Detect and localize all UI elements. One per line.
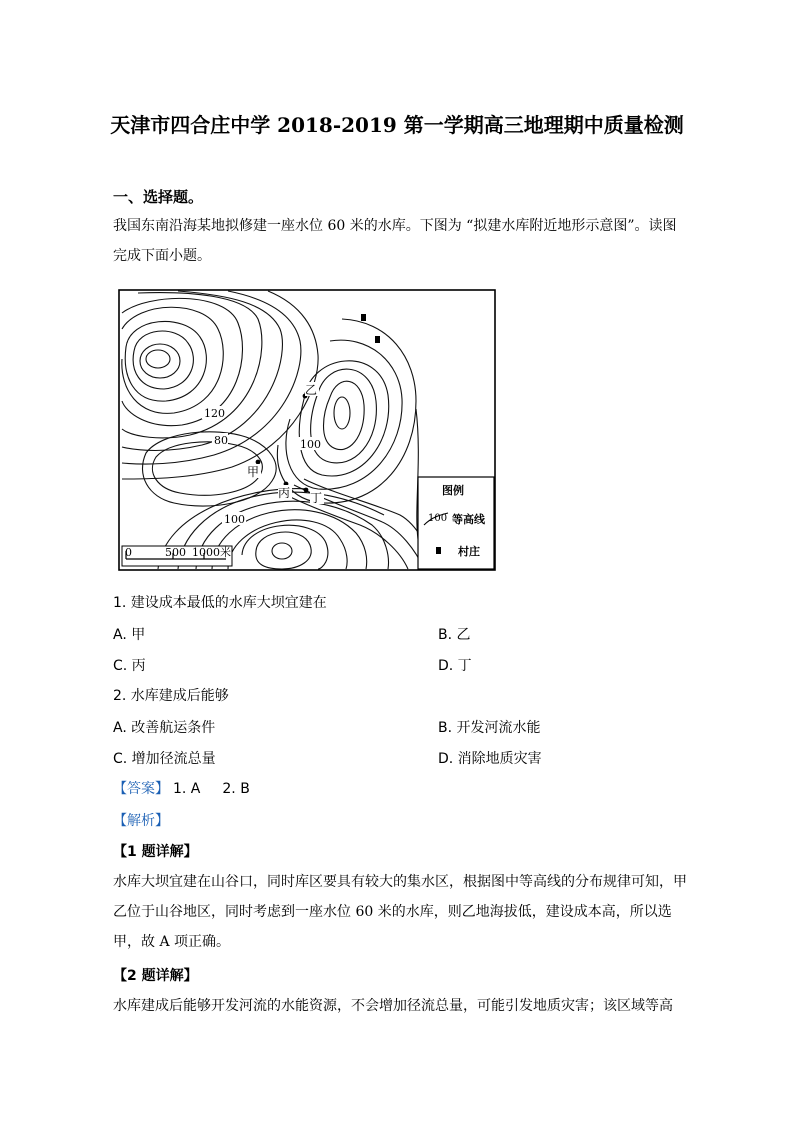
point-bing-label: 丙: [278, 486, 291, 500]
point-ding-marker: [304, 488, 309, 493]
analysis-label: 【解析】: [113, 813, 169, 829]
map-legend: [418, 477, 494, 569]
scale-label-1000: 1000米: [192, 546, 231, 559]
question-2-stem: 2. 水库建成后能够: [113, 688, 229, 704]
q1-heading: 【1 题详解】: [113, 844, 198, 860]
question-2-option-d: D. 消除地质灾害: [438, 751, 542, 767]
q2-explanation: 水库建成后能够开发河流的水能资源，不会增加径流总量，可能引发地质灾害；该区域等高: [113, 998, 673, 1014]
question-1-option-b: B. 乙: [438, 627, 471, 643]
q2-heading: 【2 题详解】: [113, 968, 198, 984]
question-1-option-a: A. 甲: [113, 627, 146, 643]
legend-contour-value: 100: [428, 513, 448, 524]
question-1-stem: 1. 建设成本最低的水库大坝宜建在: [113, 595, 327, 611]
contour-label-120: 120: [204, 407, 225, 420]
legend-title: 图例: [442, 484, 464, 497]
point-yi-label: 乙: [305, 383, 318, 397]
point-jia-label: 甲: [247, 465, 260, 479]
answer-label: 【答案】: [113, 781, 169, 797]
question-2-option-b: B. 开发河流水能: [438, 720, 541, 736]
contour-label-100-bottom: 100: [224, 513, 245, 526]
village-icon: [375, 336, 380, 343]
point-ding-label: 丁: [310, 491, 323, 505]
question-1-option-c: C. 丙: [113, 658, 146, 674]
question-2-option-a: A. 改善航运条件: [113, 720, 216, 736]
answer-item-1: 1. A: [173, 781, 201, 797]
answer-item-2: 2. B: [222, 781, 250, 797]
point-jia-marker: [256, 460, 261, 465]
legend-village-label: 村庄: [458, 545, 480, 558]
q1-heading-wrap: [113, 841, 198, 861]
question-2-option-c: C. 增加径流总量: [113, 751, 216, 767]
question-1-option-d: D. 丁: [438, 658, 472, 674]
scale-label-zero: 0: [125, 546, 132, 559]
contour-label-80: 80: [214, 434, 228, 447]
scale-bar: [122, 545, 232, 566]
intro-paragraph: 我国东南沿海某地拟修建一座水位 60 米的水库。下图为 “拟建水库附近地形示意图”。读图完成下面小题。: [113, 218, 677, 264]
contour-label-100-right: 100: [300, 438, 321, 451]
legend-village-icon: [436, 547, 441, 554]
q2-heading-wrap: [113, 965, 198, 985]
scale-label-500: 500: [165, 546, 186, 559]
document-title: 天津市四合庄中学 2018-2019 第一学期高三地理期中质量检测: [110, 113, 684, 137]
section-heading: 一、选择题。: [113, 188, 204, 206]
legend-contour-label: 等高线: [452, 513, 485, 526]
village-icon: [361, 314, 366, 321]
answer-line: [113, 778, 250, 798]
topographic-map: [118, 289, 496, 571]
q1-explanation: 水库大坝宜建在山谷口，同时库区要具有较大的集水区，根据图中等高线的分布规律可知，甲乙位于山谷地区，同时考虑到一座水位 60 米的水库，则乙地海拔低，建设成本高，所以选甲，故 A 项正确。: [113, 874, 687, 950]
